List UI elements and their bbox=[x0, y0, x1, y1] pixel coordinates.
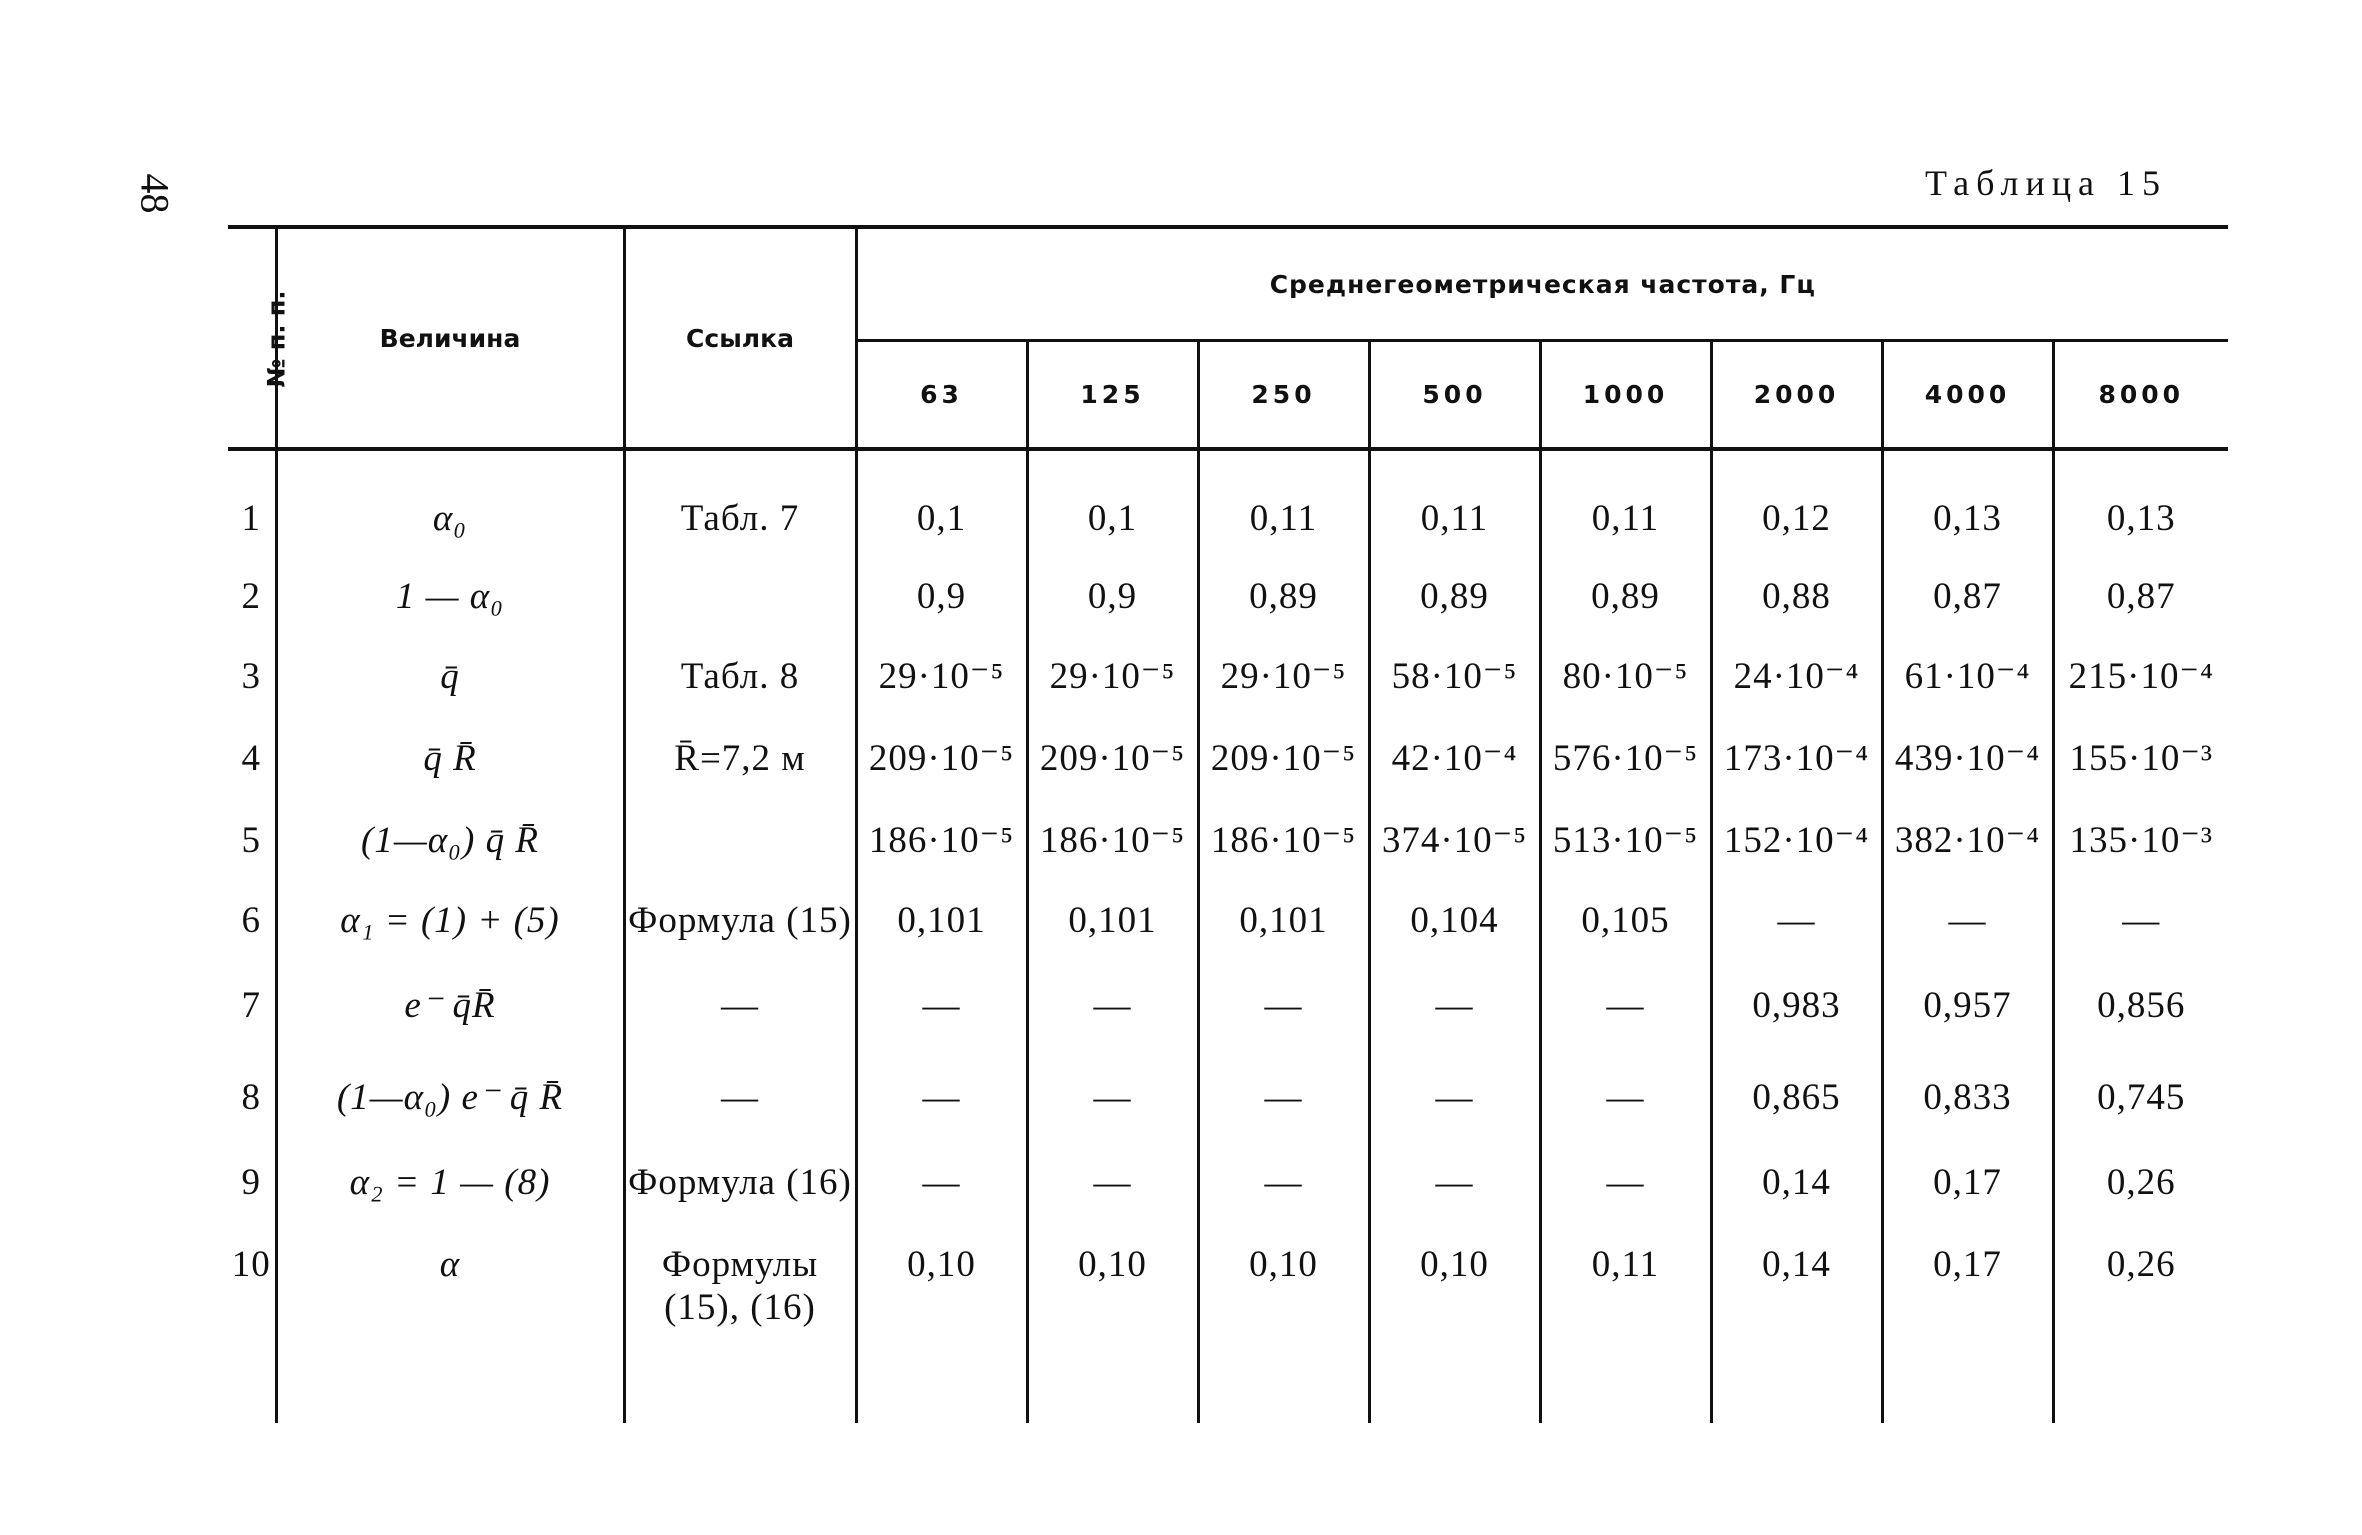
value-cell: — bbox=[1027, 959, 1198, 1051]
header-frequency: 63 bbox=[856, 341, 1027, 450]
table-row bbox=[228, 959, 2228, 1051]
reference-cell: Табл. 7 bbox=[624, 449, 856, 557]
empty-cell bbox=[1711, 1343, 1882, 1423]
value-cell: 0,17 bbox=[1882, 1143, 2053, 1221]
quantity-cell: q̄ bbox=[276, 635, 624, 717]
reference-cell bbox=[624, 799, 856, 881]
header-frequency: 125 bbox=[1027, 341, 1198, 450]
header-reference: Ссылка bbox=[624, 227, 856, 449]
row-number: 7 bbox=[228, 959, 276, 1051]
value-cell: 209·10⁻⁵ bbox=[1027, 717, 1198, 799]
value-cell: — bbox=[856, 1051, 1027, 1143]
value-cell: 0,9 bbox=[1027, 557, 1198, 635]
value-cell: 0,89 bbox=[1369, 557, 1540, 635]
value-cell: 29·10⁻⁵ bbox=[1198, 635, 1369, 717]
value-cell: 0,957 bbox=[1882, 959, 2053, 1051]
value-cell: — bbox=[1369, 1051, 1540, 1143]
quantity-cell: α bbox=[276, 1221, 624, 1343]
value-cell: 0,87 bbox=[1882, 557, 2053, 635]
value-cell: 0,745 bbox=[2053, 1051, 2228, 1143]
table-row bbox=[228, 1143, 2228, 1221]
header-frequency: 1000 bbox=[1540, 341, 1711, 450]
value-cell: 0,1 bbox=[856, 449, 1027, 557]
row-number: 5 bbox=[228, 799, 276, 881]
reference-cell: R̄=7,2 м bbox=[624, 717, 856, 799]
value-cell: — bbox=[1540, 959, 1711, 1051]
value-cell: 0,13 bbox=[1882, 449, 2053, 557]
value-cell: 0,101 bbox=[856, 881, 1027, 959]
value-cell: 0,11 bbox=[1540, 449, 1711, 557]
header-frequency: 500 bbox=[1369, 341, 1540, 450]
value-cell: 0,10 bbox=[856, 1221, 1027, 1343]
table-row bbox=[228, 881, 2228, 959]
row-number: 9 bbox=[228, 1143, 276, 1221]
value-cell: 0,105 bbox=[1540, 881, 1711, 959]
value-cell: 186·10⁻⁵ bbox=[1027, 799, 1198, 881]
empty-cell bbox=[1882, 1343, 2053, 1423]
value-cell: — bbox=[1027, 1051, 1198, 1143]
value-cell: 61·10⁻⁴ bbox=[1882, 635, 2053, 717]
header-frequency: 4000 bbox=[1882, 341, 2053, 450]
row-number: 2 bbox=[228, 557, 276, 635]
quantity-cell: α₀ bbox=[276, 449, 624, 557]
value-cell: 0,87 bbox=[2053, 557, 2228, 635]
value-cell: 135·10⁻³ bbox=[2053, 799, 2228, 881]
value-cell: 0,104 bbox=[1369, 881, 1540, 959]
value-cell: 0,1 bbox=[1027, 449, 1198, 557]
table-title: Таблица 15 bbox=[1925, 163, 2167, 203]
value-cell: — bbox=[856, 959, 1027, 1051]
value-cell: 0,865 bbox=[1711, 1051, 1882, 1143]
value-cell: 0,856 bbox=[2053, 959, 2228, 1051]
header-frequency: 250 bbox=[1198, 341, 1369, 450]
value-cell: — bbox=[1369, 1143, 1540, 1221]
value-cell: — bbox=[1198, 959, 1369, 1051]
value-cell: — bbox=[1198, 1051, 1369, 1143]
table-row bbox=[228, 799, 2228, 881]
value-cell: 0,14 bbox=[1711, 1143, 1882, 1221]
header-frequency-group: Среднегеометрическая частота, Гц bbox=[856, 227, 2228, 341]
value-cell: 215·10⁻⁴ bbox=[2053, 635, 2228, 717]
value-cell: 209·10⁻⁵ bbox=[856, 717, 1027, 799]
header-frequency: 8000 bbox=[2053, 341, 2228, 450]
value-cell: 0,11 bbox=[1540, 1221, 1711, 1343]
value-cell: 173·10⁻⁴ bbox=[1711, 717, 1882, 799]
header-frequency: 2000 bbox=[1711, 341, 1882, 450]
value-cell: 0,833 bbox=[1882, 1051, 2053, 1143]
value-cell: 0,11 bbox=[1369, 449, 1540, 557]
value-cell: 0,101 bbox=[1198, 881, 1369, 959]
table-row bbox=[228, 557, 2228, 635]
table-row bbox=[228, 449, 2228, 557]
value-cell: — bbox=[1882, 881, 2053, 959]
header-num: № п. п. bbox=[228, 227, 276, 449]
value-cell: — bbox=[1027, 1143, 1198, 1221]
row-number: 3 bbox=[228, 635, 276, 717]
value-cell: 42·10⁻⁴ bbox=[1369, 717, 1540, 799]
value-cell: 80·10⁻⁵ bbox=[1540, 635, 1711, 717]
table-row bbox=[228, 1051, 2228, 1143]
reference-cell: Формулы (15), (16) bbox=[624, 1221, 856, 1343]
empty-cell bbox=[1027, 1343, 1198, 1423]
empty-cell bbox=[2053, 1343, 2228, 1423]
value-cell: 0,14 bbox=[1711, 1221, 1882, 1343]
value-cell: 155·10⁻³ bbox=[2053, 717, 2228, 799]
row-number: 4 bbox=[228, 717, 276, 799]
quantity-cell: 1 — α₀ bbox=[276, 557, 624, 635]
value-cell: 0,13 bbox=[2053, 449, 2228, 557]
value-cell: 0,89 bbox=[1198, 557, 1369, 635]
value-cell: 513·10⁻⁵ bbox=[1540, 799, 1711, 881]
value-cell: 0,26 bbox=[2053, 1221, 2228, 1343]
header-quantity: Величина bbox=[276, 227, 624, 449]
value-cell: 576·10⁻⁵ bbox=[1540, 717, 1711, 799]
empty-cell bbox=[1198, 1343, 1369, 1423]
quantity-cell: α₁ = (1) + (5) bbox=[276, 881, 624, 959]
table-row-padding bbox=[228, 1343, 2228, 1423]
quantity-cell: (1—α₀) e⁻ q̄ R̄ bbox=[276, 1051, 624, 1143]
empty-cell bbox=[1540, 1343, 1711, 1423]
table-row bbox=[228, 1221, 2228, 1343]
value-cell: — bbox=[1369, 959, 1540, 1051]
quantity-cell: (1—α₀) q̄ R̄ bbox=[276, 799, 624, 881]
value-cell: — bbox=[1711, 881, 1882, 959]
table-body bbox=[228, 449, 2228, 1423]
reference-cell: — bbox=[624, 1051, 856, 1143]
row-number: 6 bbox=[228, 881, 276, 959]
data-table bbox=[228, 225, 2228, 1423]
row-number: 1 bbox=[228, 449, 276, 557]
reference-cell bbox=[624, 557, 856, 635]
value-cell: 0,89 bbox=[1540, 557, 1711, 635]
value-cell: 209·10⁻⁵ bbox=[1198, 717, 1369, 799]
value-cell: 0,26 bbox=[2053, 1143, 2228, 1221]
empty-cell bbox=[276, 1343, 624, 1423]
value-cell: 29·10⁻⁵ bbox=[856, 635, 1027, 717]
value-cell: 186·10⁻⁵ bbox=[1198, 799, 1369, 881]
table-row bbox=[228, 717, 2228, 799]
reference-cell: Формула (15) bbox=[624, 881, 856, 959]
value-cell: 0,983 bbox=[1711, 959, 1882, 1051]
value-cell: 0,101 bbox=[1027, 881, 1198, 959]
value-cell: 0,17 bbox=[1882, 1221, 2053, 1343]
table-row bbox=[228, 635, 2228, 717]
reference-cell: Формула (16) bbox=[624, 1143, 856, 1221]
table-header bbox=[228, 227, 2228, 449]
value-cell: 382·10⁻⁴ bbox=[1882, 799, 2053, 881]
reference-cell: Табл. 8 bbox=[624, 635, 856, 717]
value-cell: 374·10⁻⁵ bbox=[1369, 799, 1540, 881]
empty-cell bbox=[624, 1343, 856, 1423]
page-number: 48 bbox=[132, 173, 178, 214]
value-cell: 24·10⁻⁴ bbox=[1711, 635, 1882, 717]
value-cell: — bbox=[856, 1143, 1027, 1221]
value-cell: 0,10 bbox=[1027, 1221, 1198, 1343]
value-cell: — bbox=[1198, 1143, 1369, 1221]
value-cell: 0,10 bbox=[1369, 1221, 1540, 1343]
empty-cell bbox=[1369, 1343, 1540, 1423]
empty-cell bbox=[228, 1343, 276, 1423]
value-cell: 439·10⁻⁴ bbox=[1882, 717, 2053, 799]
value-cell: 152·10⁻⁴ bbox=[1711, 799, 1882, 881]
value-cell: 29·10⁻⁵ bbox=[1027, 635, 1198, 717]
value-cell: 0,88 bbox=[1711, 557, 1882, 635]
value-cell: 58·10⁻⁵ bbox=[1369, 635, 1540, 717]
value-cell: — bbox=[1540, 1051, 1711, 1143]
row-number: 8 bbox=[228, 1051, 276, 1143]
reference-cell: — bbox=[624, 959, 856, 1051]
value-cell: 0,11 bbox=[1198, 449, 1369, 557]
quantity-cell: q̄ R̄ bbox=[276, 717, 624, 799]
quantity-cell: e⁻ q̄R̄ bbox=[276, 959, 624, 1051]
value-cell: 0,10 bbox=[1198, 1221, 1369, 1343]
value-cell: 0,9 bbox=[856, 557, 1027, 635]
value-cell: 186·10⁻⁵ bbox=[856, 799, 1027, 881]
quantity-cell: α₂ = 1 — (8) bbox=[276, 1143, 624, 1221]
empty-cell bbox=[856, 1343, 1027, 1423]
value-cell: 0,12 bbox=[1711, 449, 1882, 557]
row-number: 10 bbox=[228, 1221, 276, 1343]
value-cell: — bbox=[1540, 1143, 1711, 1221]
value-cell: — bbox=[2053, 881, 2228, 959]
